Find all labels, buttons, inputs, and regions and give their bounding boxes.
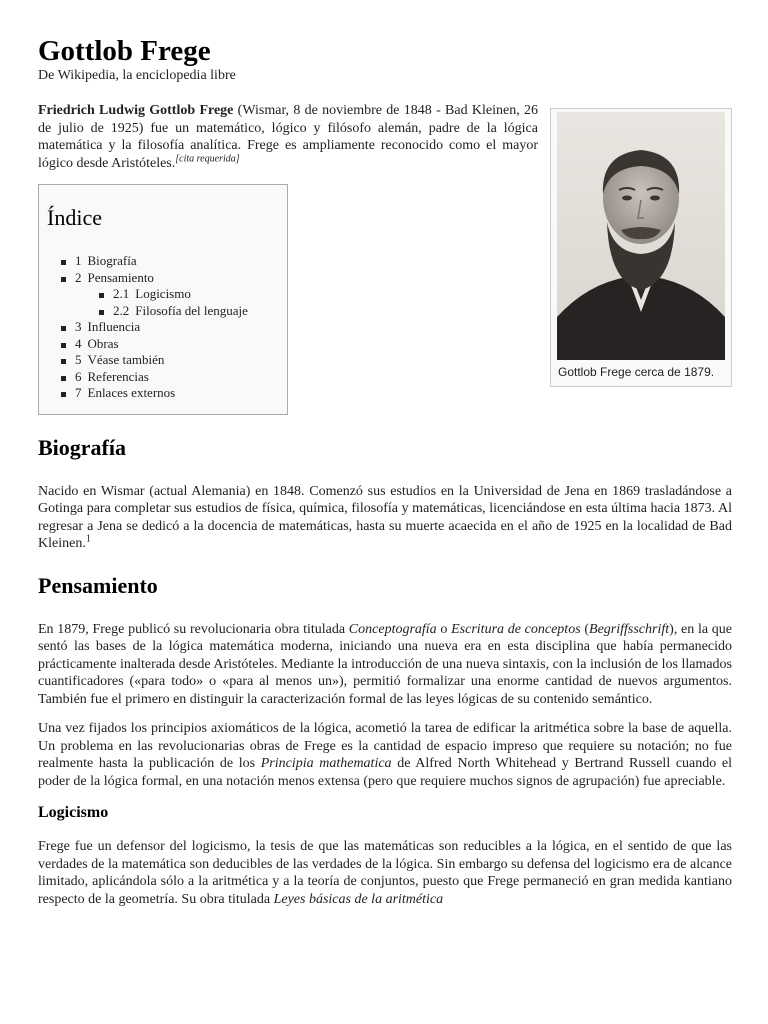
toc-label: Biografía — [87, 253, 137, 268]
citation-needed-link[interactable]: [cita requerida] — [175, 152, 240, 164]
logicism-paragraph — [38, 838, 732, 908]
work-title-leyes: Leyes básicas de la aritmética — [273, 891, 444, 907]
section-heading-biografia: Biografía — [38, 434, 126, 460]
toc-item-obras[interactable] — [75, 336, 279, 353]
text: de Alfred North Whitehead y Bertrand Russell cuando el poder de la lógica formal, en una notación menos extensa (pero que requiere muchos signos de agrupación) fue apreciable. — [38, 756, 733, 789]
biography-paragraph — [38, 483, 732, 553]
biography-text: Nacido en Wismar (actual Alemania) en 1848. Comenzó sus estudios en la Universidad de Jena en 1869 trasladándose a Gotinga para completar sus estudios de física, química, filosofía y matemáticas, licenciándose en esta última hacia 1873. Al regresar a Jena se dedicó a la docencia de matemáticas, hasta su muerte acaecida en el año de 1925 en la localidad de Bad Kleinen. — [38, 483, 732, 551]
work-title-conceptografia: Conceptografía — [348, 621, 437, 637]
toc-item-enlaces-externos[interactable] — [75, 385, 279, 402]
text: ( — [580, 621, 590, 637]
text: o — [436, 621, 452, 637]
toc-item-vease-tambien[interactable] — [75, 352, 279, 369]
toc-number: 6 — [75, 368, 82, 384]
toc-label: Logicismo — [135, 286, 191, 301]
toc-item-filosofia-lenguaje[interactable] — [113, 303, 279, 320]
toc-title: Índice — [47, 205, 102, 230]
work-title-begriffsschrift: Begriffsschrift — [589, 621, 670, 637]
lead-text: (Wismar, 8 de noviembre de 1848 - Bad Kleinen, 26 de julio de 1925) fue un matemático, lógico y filósofo alemán, padre de la lógica matemática y la filosofía analítica. Frege es ampliamente reconocido como el mayor lógico desde Aristóteles. — [38, 103, 539, 171]
text: ), en la que sentó las bases de la lógica matemática moderna, iniciando una nueva era en esta disciplina que había permanecido prácticamente inalterada desde Aristóteles. Mediante la introducción de una nueva sintaxis, con la inclusión de los llamados cuantificadores («para todo» o «para al menos un»), permitió formalizar una enorme cantidad de nuevos argumentos. También fue el primero en distinguir la caracterización formal de las leyes lógicas de su contenido semántico. — [38, 621, 732, 707]
toc-number: 5 — [75, 352, 82, 367]
toc-label: Véase también — [87, 352, 165, 367]
toc-label: Referencias — [87, 368, 149, 384]
toc-number: 2 — [75, 269, 82, 285]
article — [38, 0, 732, 908]
page-title: Gottlob Frege — [38, 35, 211, 67]
toc-label: Obras — [87, 335, 119, 351]
toc-item-influencia[interactable] — [75, 319, 279, 336]
work-title-escritura: Escritura de conceptos — [451, 621, 581, 637]
toc-label: Pensamiento — [87, 269, 154, 285]
thought-paragraph-1 — [38, 621, 732, 709]
toc-number: 4 — [75, 335, 82, 351]
reference-link[interactable]: 1 — [85, 533, 91, 545]
toc-label: Influencia — [87, 319, 141, 334]
table-of-contents — [38, 184, 288, 415]
toc-number: 2.2 — [113, 302, 130, 318]
toc-item-logicismo[interactable] — [113, 286, 279, 303]
lead-paragraph — [38, 102, 538, 172]
section-heading-pensamiento: Pensamiento — [38, 572, 158, 598]
toc-label: Filosofía del lenguaje — [135, 302, 248, 318]
toc-number: 7 — [75, 385, 82, 400]
toc-label: Enlaces externos — [87, 385, 176, 400]
infobox-caption: Gottlob Frege cerca de 1879. — [558, 365, 715, 379]
site-tagline: De Wikipedia, la enciclopedia libre — [38, 68, 236, 83]
toc-item-pensamiento[interactable] — [75, 270, 279, 320]
toc-item-biografia[interactable] — [75, 253, 279, 270]
subsection-heading-logicismo: Logicismo — [38, 804, 109, 821]
lead-subject-name: Friedrich Ludwig Gottlob Frege — [38, 103, 234, 118]
work-title-principia: Principia mathematica — [260, 756, 392, 771]
text: Una vez fijados los principios axiomáticos de la lógica, acometió la tarea de edificar la aritmética sobre la base de aquella. Un problema en las revolucionarias obras de Frege es la cantidad de espacio impreso que requiere su notación; no fue realmente hasta la publicación de los — [38, 721, 732, 771]
infobox — [550, 108, 732, 387]
toc-number: 2.1 — [113, 286, 130, 301]
text: Frege fue un defensor del logicismo, la tesis de que las matemáticas son reducibles a la lógica, en el sentido de que las verdades de la matemática son deducibles de las verdades de la lógica. Sin embargo su defensa del logicismo era de alcance limitado, aplicándola sólo a la aritmética y a la teoría de conjuntos, puesto que Frege permaneció en gran medida kantiano respecto de la geometría. Su obra titulada — [38, 839, 732, 907]
toc-item-referencias[interactable] — [75, 369, 279, 386]
thought-paragraph-2 — [38, 720, 732, 790]
toc-number: 3 — [75, 319, 82, 334]
portrait-image[interactable] — [557, 112, 725, 360]
text: En 1879, Frege publicó su revolucionaria obra titulada — [38, 621, 349, 637]
toc-number: 1 — [75, 253, 82, 268]
